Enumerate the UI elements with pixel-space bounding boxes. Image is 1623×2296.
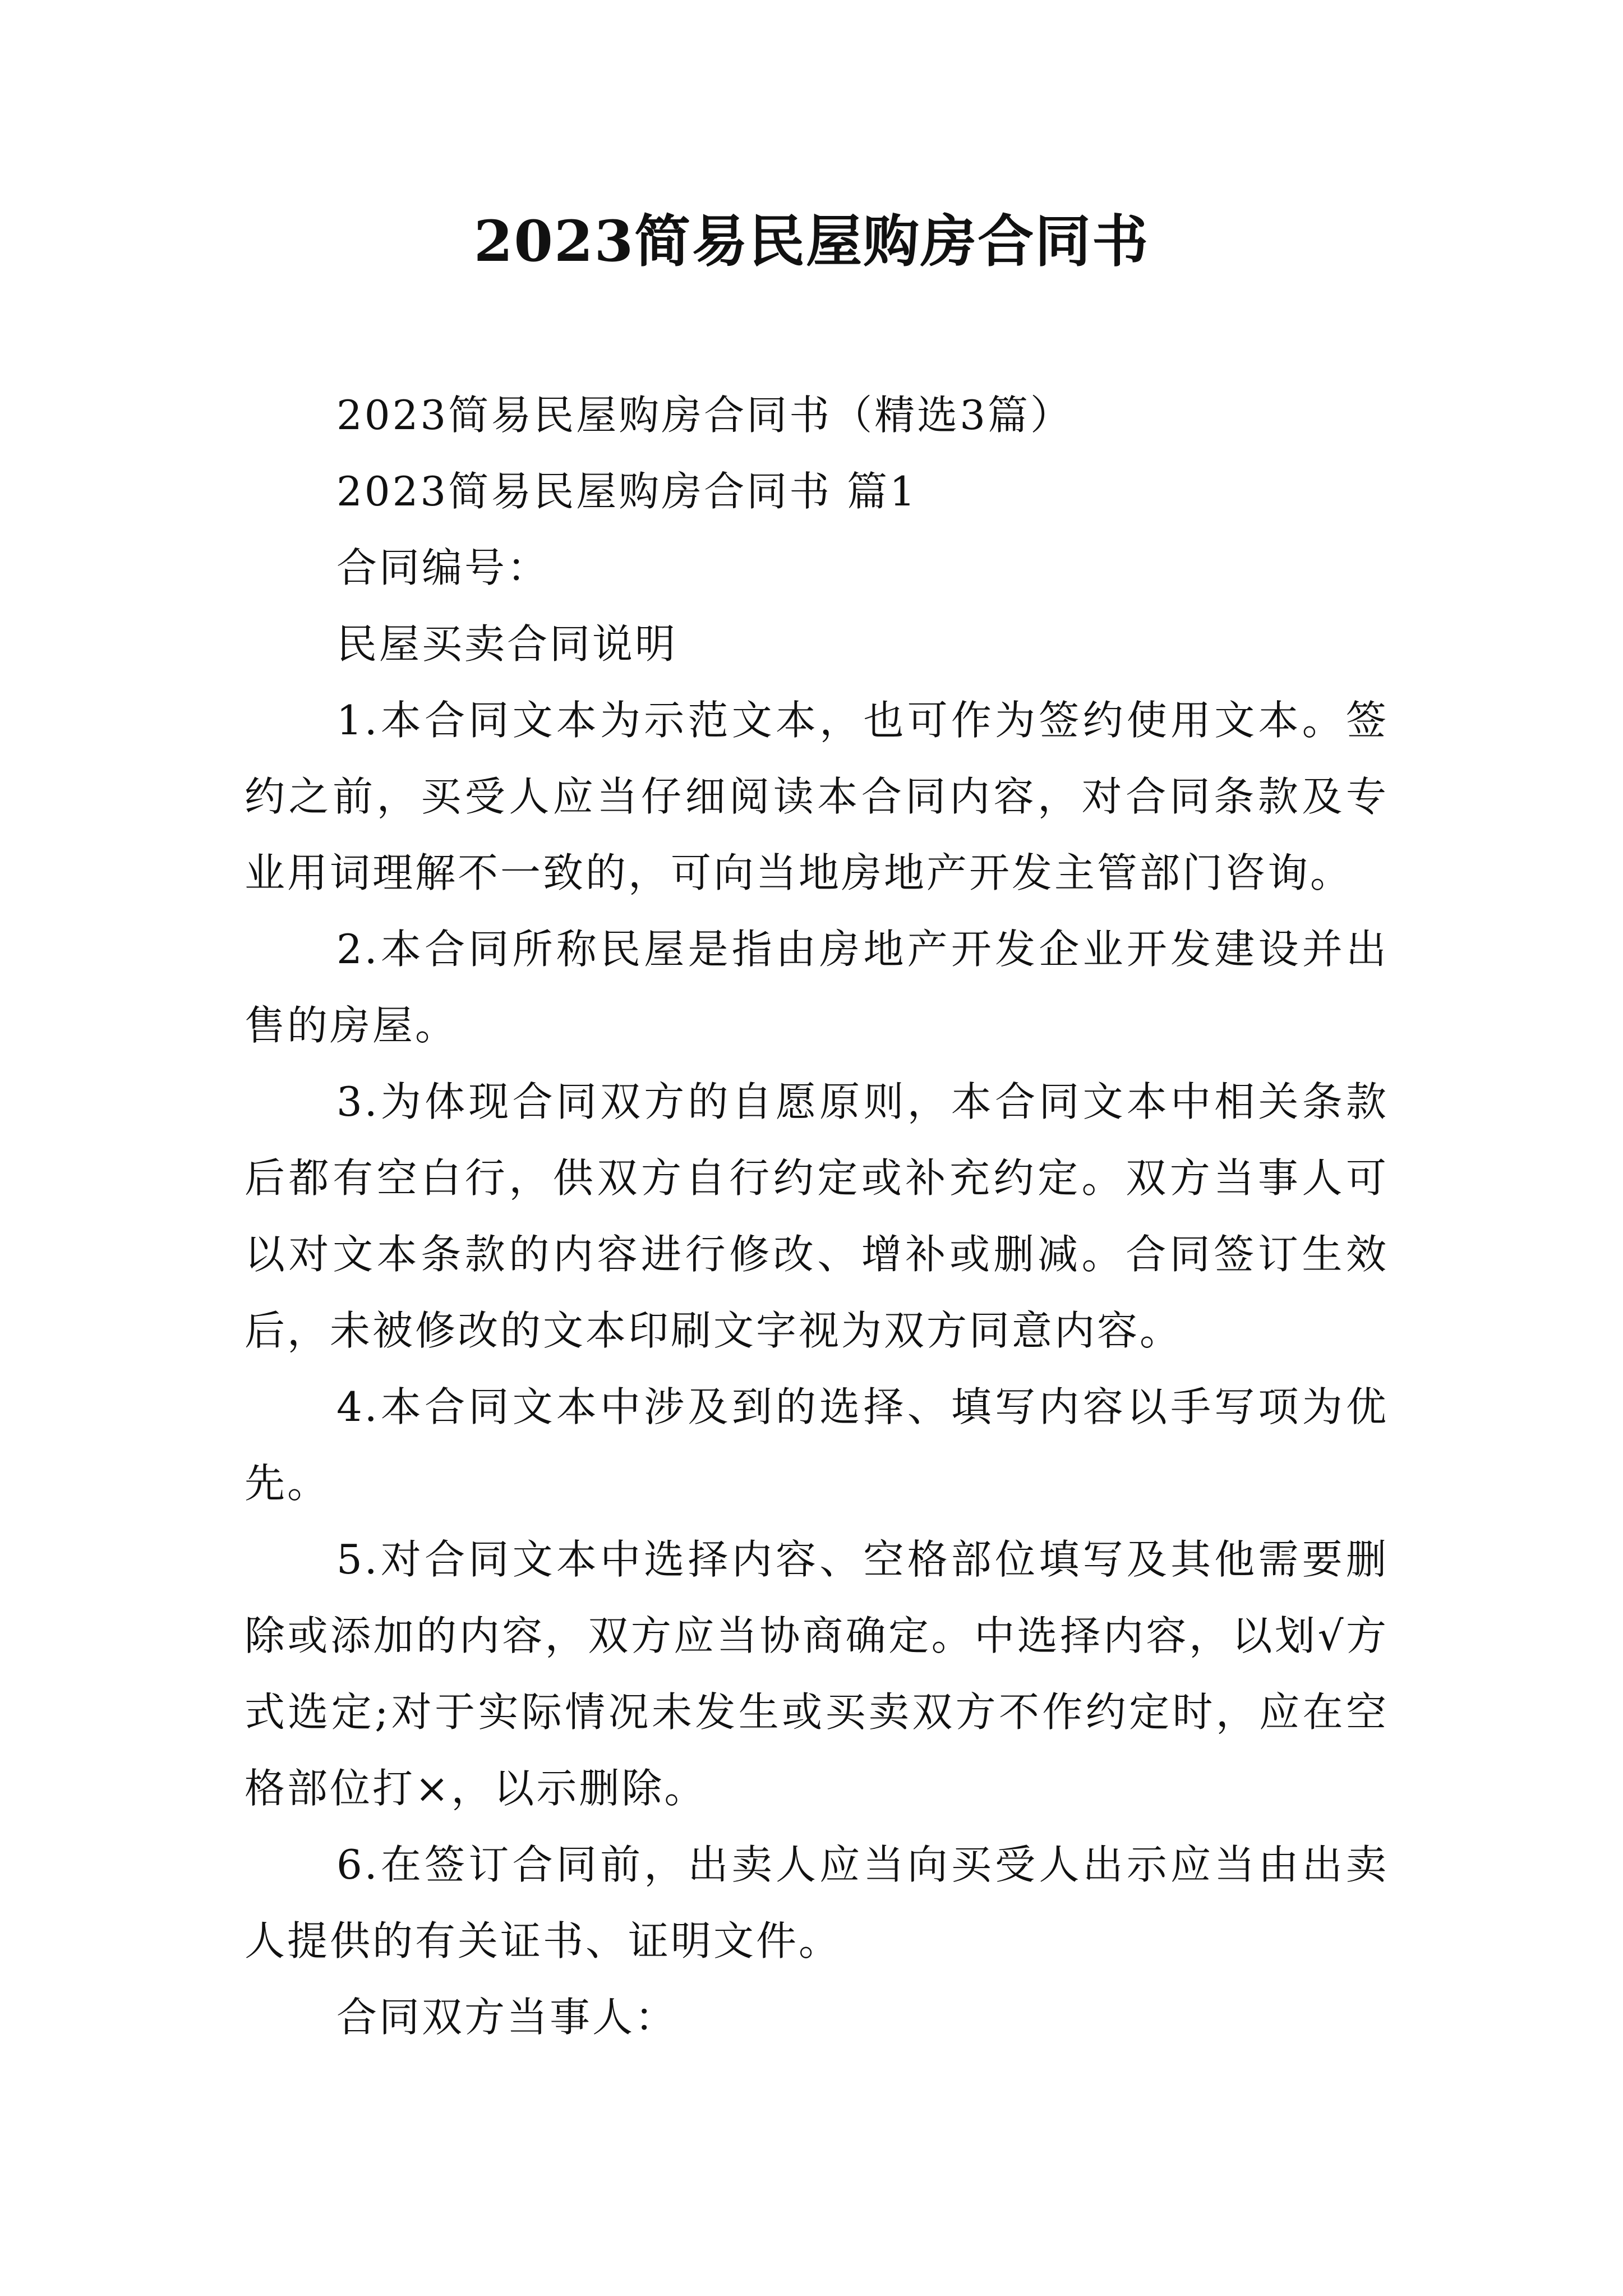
document-title: 2023简易民屋购房合同书 <box>473 208 1150 274</box>
paragraph-subtitle-selection: 2023简易民屋购房合同书（精选3篇） <box>336 392 1073 439</box>
paragraph-note-5: 5.对合同文本中选择内容、空格部位填写及其他需要删除或添加的内容，双方应当协商确定。中选择内容，以划√方式选定;对于实际情况未发生或买卖双方不作约定时，应在空格部位打×，以示删除。 <box>245 1536 1389 1812</box>
paragraph-parties-heading: 合同双方当事人： <box>336 1994 678 2041</box>
paragraph-contract-notes-heading: 民屋买卖合同说明 <box>336 620 678 668</box>
paragraph-note-6: 6.在签订合同前，出卖人应当向买受人出示应当由出卖人提供的有关证书、证明文件。 <box>245 1841 1389 1964</box>
document-body <box>245 377 1389 2055</box>
paragraph-note-4: 4.本合同文本中涉及到的选择、填写内容以手写项为优先。 <box>245 1383 1389 1507</box>
paragraph-note-1: 1.本合同文本为示范文本，也可作为签约使用文本。签约之前，买受人应当仔细阅读本合同内容，对合同条款及专业用词理解不一致的，可向当地房地产开发主管部门咨询。 <box>245 697 1389 896</box>
paragraph-note-2: 2.本合同所称民屋是指由房地产开发企业开发建设并出售的房屋。 <box>245 926 1389 1049</box>
paragraph-note-3: 3.为体现合同双方的自愿原则，本合同文本中相关条款后都有空白行，供双方自行约定或补充约定。双方当事人可以对文本条款的内容进行修改、增补或删减。合同签订生效后，未被修改的文本印刷文字视为双方同意内容。 <box>245 1078 1389 1354</box>
paragraph-part-heading: 2023简易民屋购房合同书 篇1 <box>336 468 917 515</box>
paragraph-contract-number: 合同编号： <box>336 544 550 591</box>
